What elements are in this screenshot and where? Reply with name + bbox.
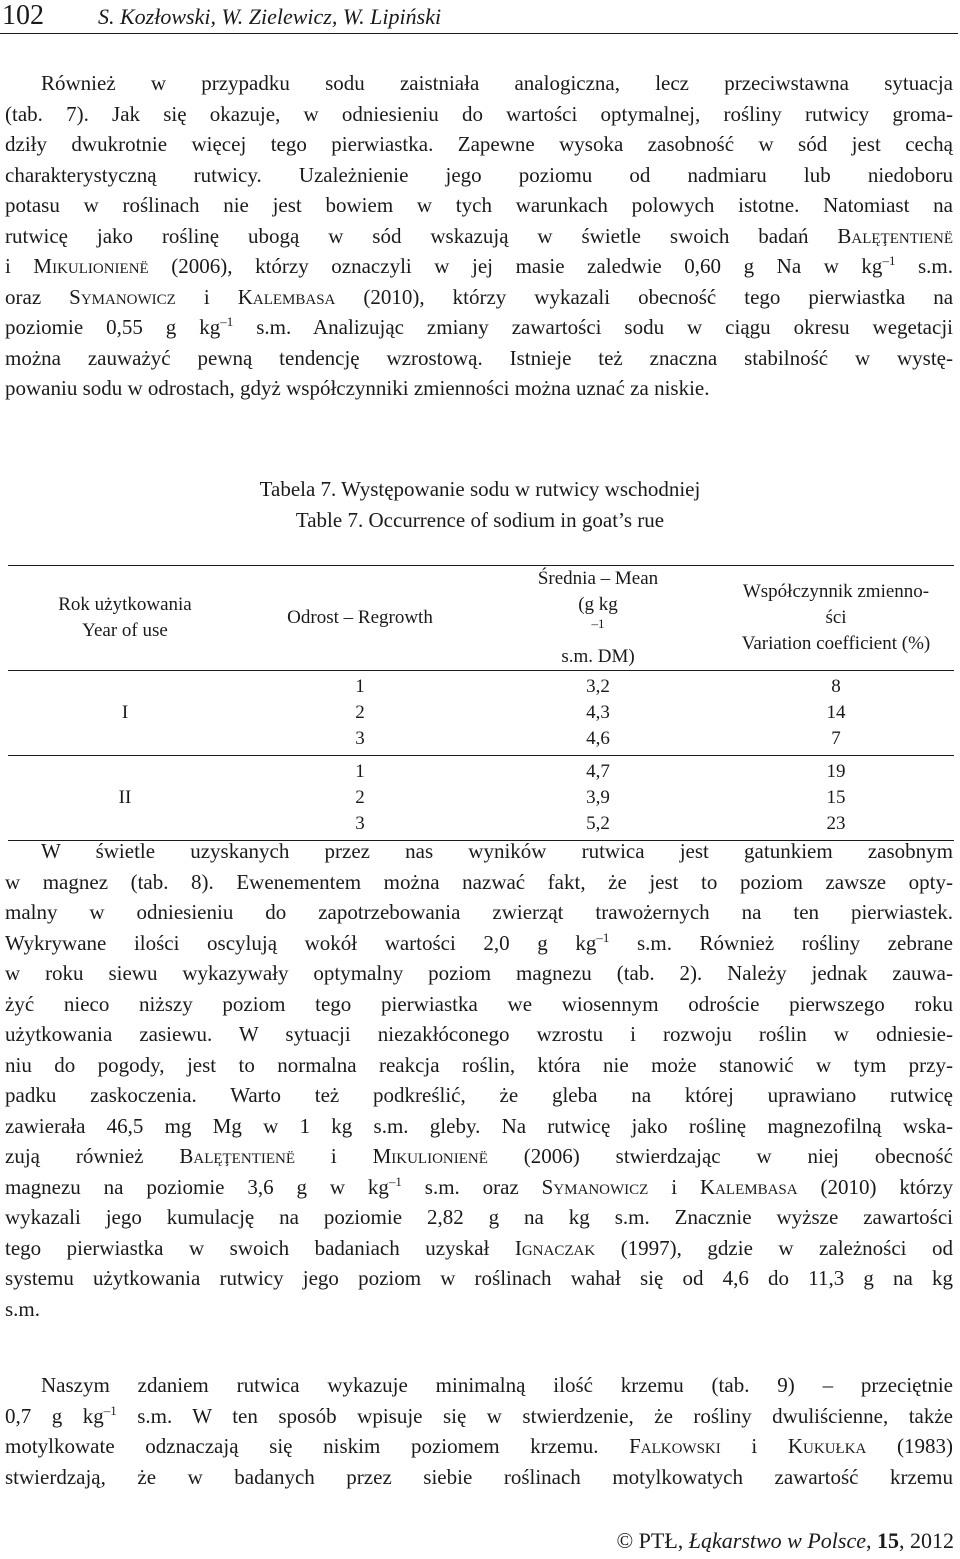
- sodium-table: [8, 565, 954, 841]
- text-line: w roku siewu wykazywały optymalny poziom magnezu (tab. 2). Należy jednak zauwa-: [5, 961, 953, 985]
- text-line: zawierała 46,5 mg Mg w 1 kg s.m. gleby. Na rutwicę jako roślinę magnezofilną wska-: [5, 1113, 953, 1138]
- text-line: wykazali jego kumulację na poziomie 2,82 g na kg s.m. Znacznie wyższe zawartości: [5, 1205, 953, 1229]
- cell-year: I: [8, 671, 242, 756]
- cell-year: II: [118, 787, 132, 808]
- text-line: rutwicę jako roślinę ubogą w sód wskazują w świetle swoich badań Balęţentienë: [5, 223, 954, 248]
- text-line: zują również Balęţentienë i Mikulionienë (2006) stwierdzając w niej obecność: [5, 1144, 953, 1168]
- text-line: Naszym zdaniem rutwica wykazuje minimalną ilość krzemu (tab. 9) – przeciętnie: [41, 1373, 953, 1397]
- cell-mean: 4,7 3,9 5,2: [586, 761, 610, 834]
- author-name: Balęţentienë: [837, 223, 954, 248]
- text-line: użytkowania zasiewu. W sytuacji niezakłóconego wzrostu i rozwoju roślin w odniesie-: [5, 1022, 953, 1046]
- text-line: można zauważyć pewną tendencję wzrostową. Istnieje też znaczna stabilność w wystę-: [5, 345, 953, 370]
- text-line: potasu w roślinach nie jest bowiem w tych warunkach polowych istotne. Natomiast na: [5, 193, 953, 217]
- author-name: Balęţentienë: [179, 1144, 295, 1168]
- copyright-text: © PTŁ,: [616, 1528, 684, 1553]
- header-mean: Średnia – Mean (g kg $^{-1}$ s.m. DM): [478, 566, 718, 671]
- author-name: Symanowicz: [69, 284, 176, 309]
- text-line: systemu użytkowania rutwicy jego poziom w roślinach wahał się od 4,6 do 11,3 g na kg: [5, 1266, 953, 1290]
- journal-volume: 15: [877, 1528, 899, 1553]
- text-line: tego pierwiastka w swoich badaniach uzyskał Ignaczak (1997), gdzie w zależności od: [5, 1235, 953, 1260]
- text-line: oraz Symanowicz i Kalembasa (2010), którzy wykazali obecność tego pierwiastka na: [5, 284, 954, 309]
- author-name: Symanowicz: [541, 1174, 649, 1199]
- author-name: Mikulionienë: [372, 1144, 488, 1168]
- text-line: stwierdzają, że w badanych przez siebie roślinach motylkowatych zawartość krzemu: [5, 1464, 953, 1489]
- author-name: Kalembasa: [237, 284, 336, 309]
- author-name: Kukułka: [787, 1434, 867, 1458]
- author-name: Ignaczak: [514, 1235, 596, 1260]
- table-caption-en: Table 7. Occurrence of sodium in goat’s rue: [295, 508, 665, 532]
- text-line: dziły dwukrotnie więcej tego pierwiastka. Zapewne wysoka zasobność w sód jest cechą: [5, 132, 953, 156]
- text-line: niu do pogody, jest to normalna reakcja roślin, która nie może stanowić w tym przy-: [5, 1052, 953, 1077]
- text-line: s.m.: [5, 1296, 41, 1321]
- text-line: 0,7 g $kg^{-1}$ s.m. W ten sposób wpisuje się w stwierdzenie, że rośliny dwuliścienne, także: [5, 1402, 954, 1428]
- table-caption-pl: Tabela 7. Występowanie sodu w rutwicy wschodniej: [259, 477, 701, 501]
- journal-title: Łąkarstwo w Polsce: [688, 1528, 866, 1553]
- paragraph-magnesium: [5, 836, 953, 1324]
- author-name: Mikulionienë: [33, 254, 149, 278]
- table-row: [8, 756, 954, 841]
- text-line: padku zaskoczenia. Warto też podkreślić, że gleba na której uprawiano rutwicę: [5, 1083, 953, 1107]
- text-line: i Mikulionienë (2006), którzy oznaczyli w jej masie zaledwie 0,60 g Na w $kg^{-1}$ s.m.: [5, 253, 954, 278]
- cell-regrowth: 1 2 3: [242, 671, 478, 756]
- journal-year: , 2012: [899, 1528, 954, 1553]
- cell-cv: 19 15 23: [826, 761, 846, 834]
- text-line: (tab. 7). Jak się okazuje, w odniesieniu do wartości optymalnej, rośliny rutwicy groma-: [5, 101, 953, 126]
- header-year-of-use: Rok użytkowania Year of use: [8, 566, 242, 671]
- page-number: 102: [2, 0, 44, 31]
- text-line: poziomie 0,55 g $kg^{-1}$ s.m. Analizując zmiany zawartości sodu w ciągu okresu wegetacji: [5, 314, 953, 339]
- text-line: powaniu sodu w odrostach, gdyż współczynniki zmienności można uznać za niskie.: [5, 376, 710, 400]
- text-line: W świetle uzyskanych przez nas wyników rutwica jest gatunkiem zasobnym: [41, 839, 953, 863]
- text-line: Wykrywane ilości oscylują wokół wartości 2,0 g $kg^{-1}$ s.m. Również rośliny zebrane: [5, 929, 953, 955]
- running-header: [0, 0, 958, 34]
- header-regrowth: Odrost – Regrowth: [242, 566, 478, 671]
- paragraph-sodium: [5, 68, 953, 404]
- author-name: Falkowski: [629, 1434, 721, 1458]
- text-line: motylkowate odznaczają się niskim poziomem krzemu. Falkowski i Kukułka (1983): [5, 1434, 954, 1458]
- text-line: charakterystyczną rutwicy. Uzależnienie jego poziomu od nadmiaru lub niedoboru: [5, 162, 953, 187]
- paragraph-silicon: [5, 1370, 953, 1492]
- cell-cv: 8 14 7: [718, 671, 954, 756]
- journal-footer: © PTŁ, Łąkarstwo w Polsce, 15, 2012: [616, 1528, 954, 1553]
- running-authors: S. Kozłowski, W. Zielewicz, W. Lipiński: [98, 4, 442, 29]
- cell-mean: 3,2 4,3 4,6: [478, 671, 718, 756]
- header-variation-coefficient: Współczynnik zmienno- ści Variation coefficient (%): [718, 566, 954, 671]
- text-line: żyć nieco niższy poziom tego pierwiastka we wiosennym odroście pierwszego roku: [5, 991, 953, 1016]
- table-row: [8, 671, 954, 756]
- author-name: Kalembasa: [699, 1174, 798, 1199]
- text-line: magnezu na poziomie 3,6 g w $kg^{-1}$ s.m. oraz Symanowicz i Kalembasa (2010) którzy: [5, 1173, 954, 1199]
- table-header-row: [8, 566, 954, 671]
- text-line: w magnez (tab. 8). Ewenementem można nazwać fakt, że jest to poziom zawsze opty-: [5, 869, 953, 894]
- text-line: Również w przypadku sodu zaistniała analogiczna, lecz przeciwstawna sytuacja: [41, 71, 953, 95]
- text-line: malny w odniesieniu do zapotrzebowania zwierząt trawożernych na ten pierwiastek.: [5, 900, 953, 924]
- cell-regrowth: 1 2 3: [355, 761, 365, 834]
